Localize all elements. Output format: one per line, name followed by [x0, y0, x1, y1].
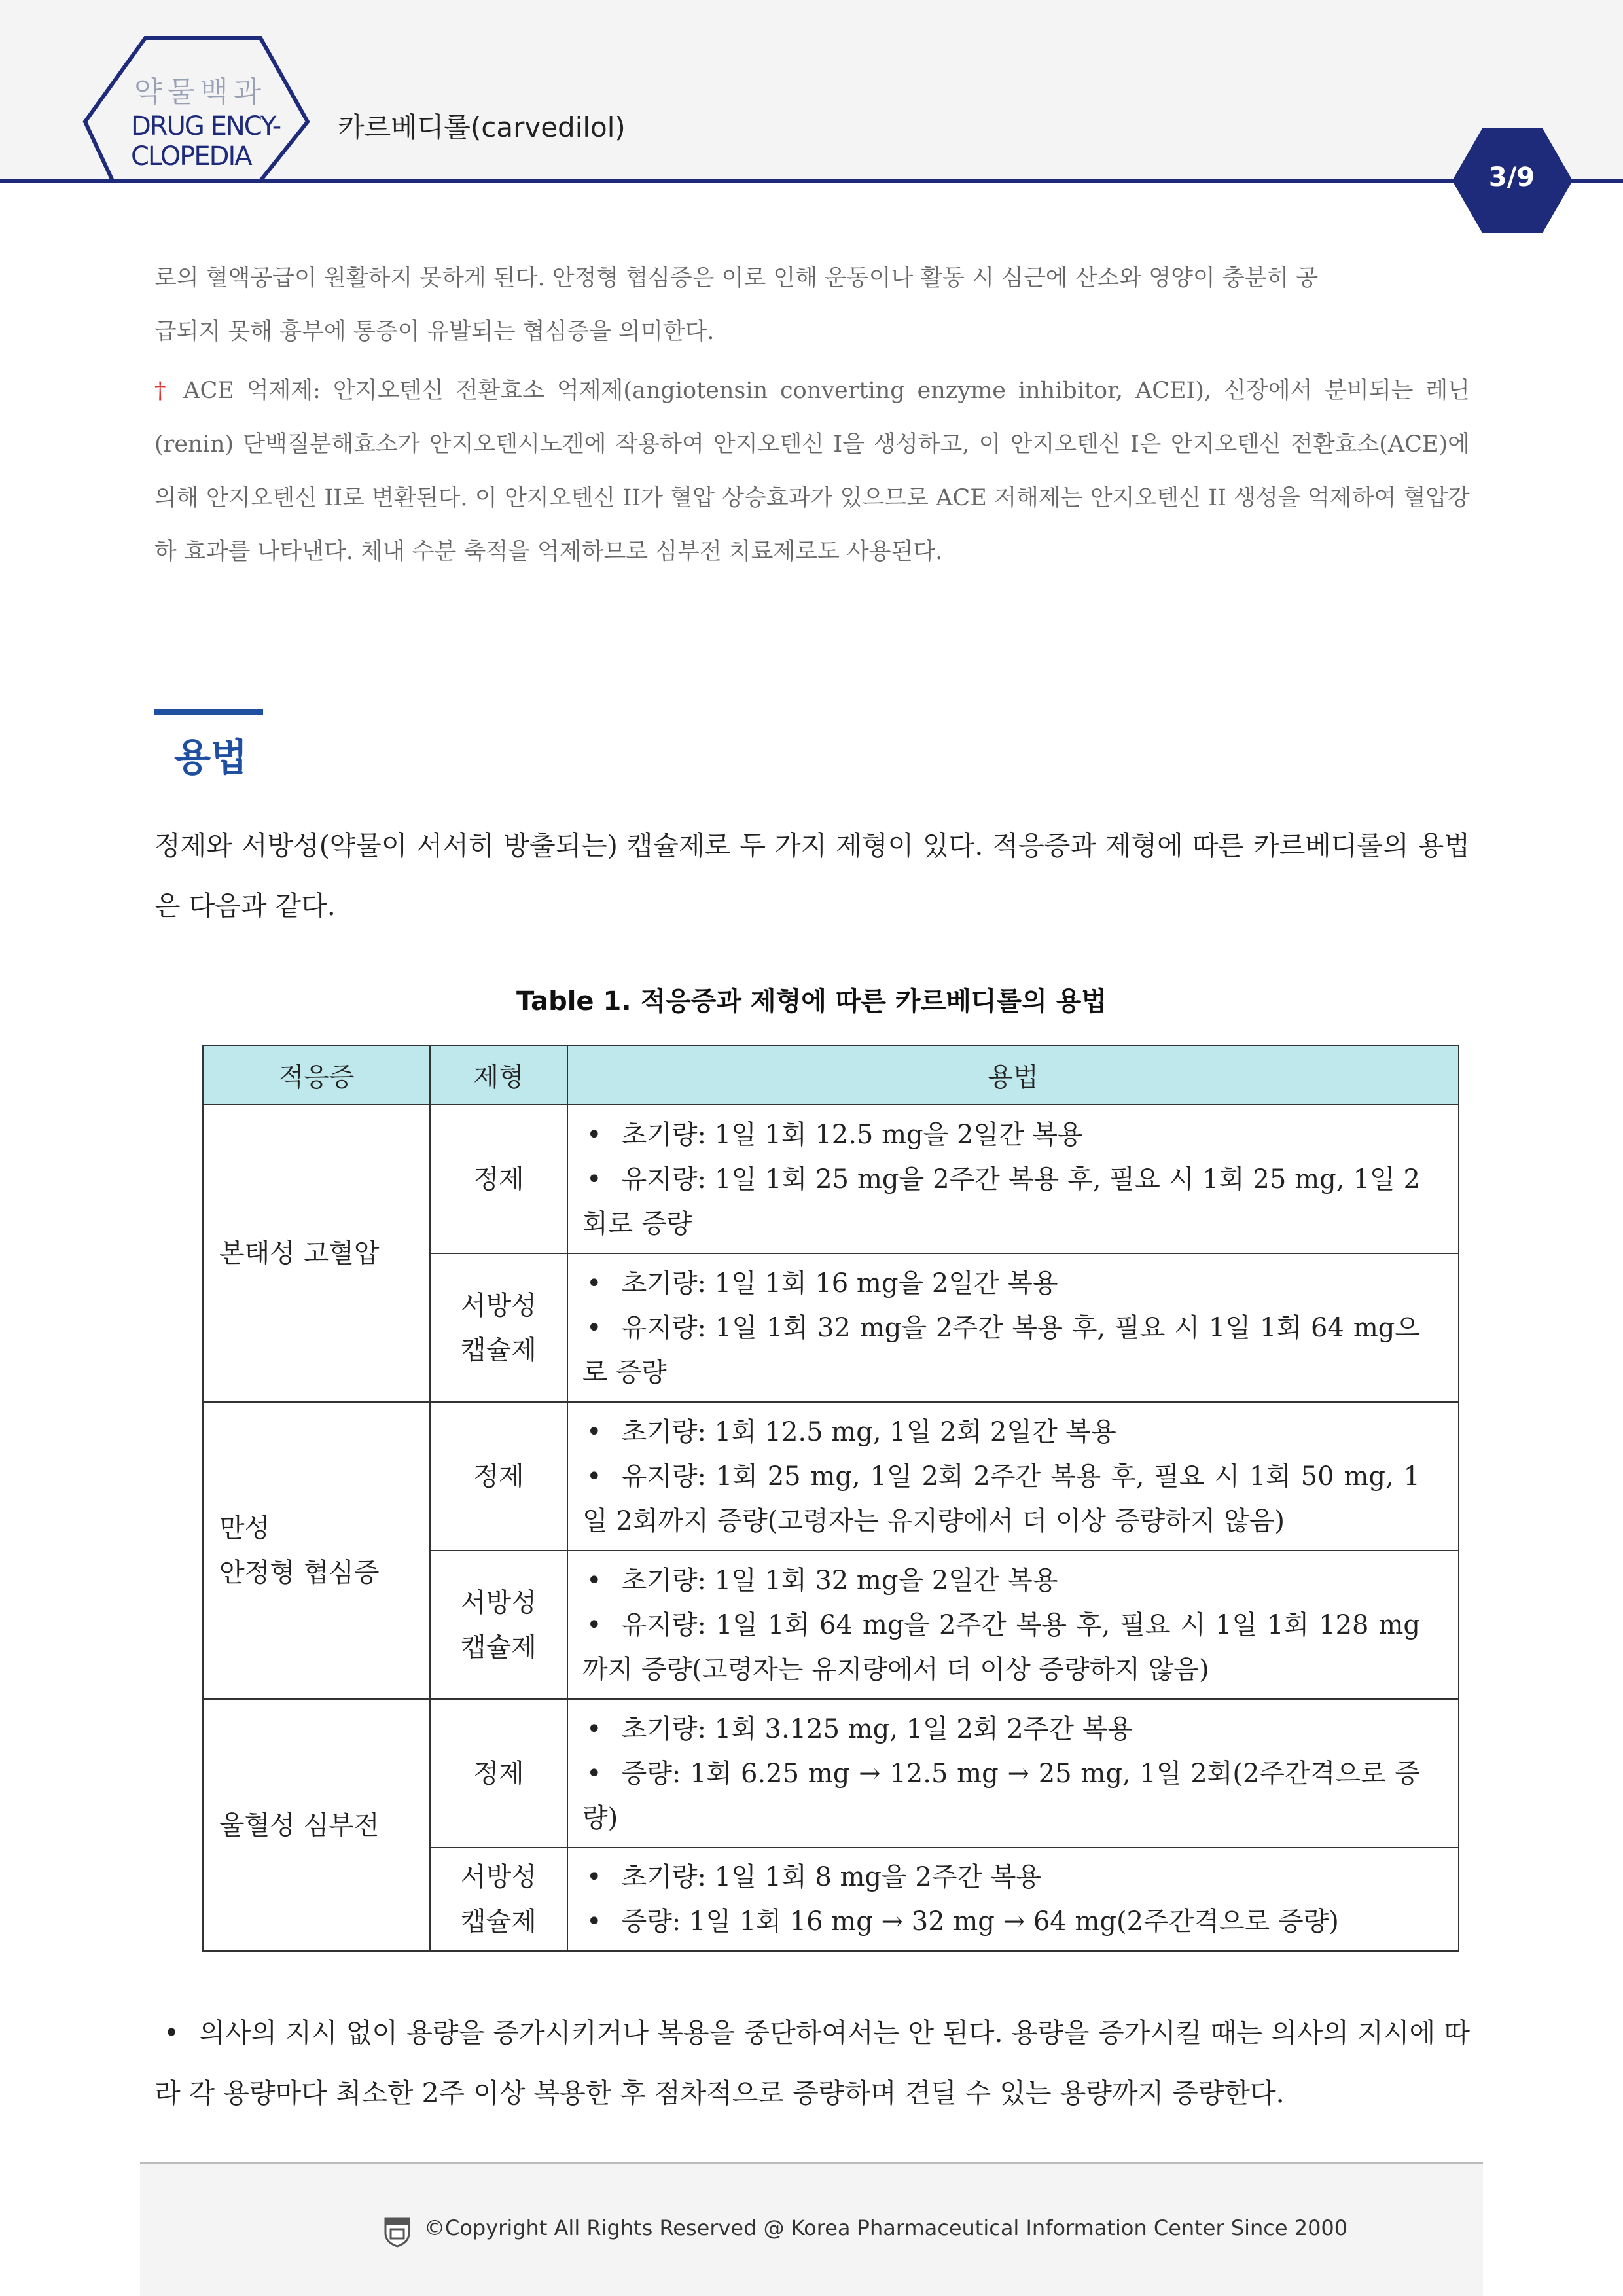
- dosage-cell: [567, 1551, 1459, 1699]
- dosage-text: 증량: 1회 6.25 mg → 12.5 mg → 25 mg, 1일 2회(2주간격으로 증량): [582, 1758, 1420, 1833]
- brand-korean: 약물백과: [134, 75, 267, 109]
- indication-text: 만성: [219, 1513, 270, 1543]
- footnote-line2: 급되지 못해 흉부에 통증이 유발되는 협심증을 의미한다.: [154, 319, 715, 345]
- indication-cell: [203, 1105, 430, 1402]
- dosage-item: [582, 1157, 1420, 1246]
- indication-text: 안정형 협심증: [219, 1558, 380, 1588]
- dosage-text: 초기량: 1회 3.125 mg, 1일 2회 2주간 복용: [621, 1713, 1133, 1744]
- table-row: [203, 1402, 1459, 1551]
- page-number: 3/9: [1488, 162, 1535, 192]
- form-text: 정제: [473, 1164, 524, 1194]
- form-cell: [430, 1402, 567, 1551]
- brand-english-line1: DRUG ENCY-: [131, 111, 281, 141]
- form-cell: [430, 1848, 567, 1951]
- document-title: 카르베디롤(carvedilol): [338, 111, 626, 143]
- dosage-note-text: 의사의 지시 없이 용량을 증가시키거나 복용을 중단하여서는 안 된다. 용량을 증가시킬 때는 의사의 지시에 따라 각 용량마다 최소한 2주 이상 복용한 후 점차적으로 증량하며 견딜 수 있는 용량까지 증량한다.: [154, 2017, 1470, 2109]
- bullet: •: [164, 2017, 180, 2049]
- section-title: 용법: [174, 735, 248, 780]
- copyright-text: ©Copyright All Rights Reserved @ Korea Pharmaceutical Information Center Since 2000: [424, 2215, 1348, 2240]
- header-dosage: 용법: [567, 1045, 1459, 1105]
- bullet: •: [586, 1609, 602, 1640]
- dosage-item: [582, 1261, 1420, 1306]
- table-header-row: [203, 1045, 1459, 1105]
- dosage-item: [582, 1899, 1420, 1944]
- dosage-text: 초기량: 1일 1회 8 mg을 2주간 복용: [621, 1862, 1042, 1892]
- form-text: 서방성: [461, 1587, 537, 1618]
- table-row: [203, 1699, 1459, 1848]
- kpic-shield-icon: [383, 2216, 412, 2248]
- dosage-cell: [567, 1253, 1459, 1402]
- table-caption: Table 1. 적응증과 제형에 따른 카르베디롤의 용법: [516, 986, 1107, 1016]
- indication-cell: [203, 1402, 430, 1699]
- bullet: •: [586, 1268, 602, 1299]
- dosage-text: 유지량: 1회 25 mg, 1일 2회 2주간 복용 후, 필요 시 1회 50 mg, 1일 2회까지 증량(고령자는 유지량에서 더 이상 증량하지 않음): [582, 1461, 1420, 1536]
- table-row: [203, 1105, 1459, 1253]
- bullet: •: [586, 1119, 602, 1150]
- form-text: 캡슐제: [461, 1335, 537, 1365]
- header-form: 제형: [430, 1045, 567, 1105]
- dosage-item: [582, 1113, 1420, 1157]
- footnote-paragraph: [154, 251, 1470, 359]
- form-text: 정제: [473, 1461, 524, 1492]
- indication-text: 본태성 고혈압: [219, 1238, 380, 1268]
- dosage-text: 초기량: 1일 1회 16 mg을 2일간 복용: [621, 1268, 1058, 1299]
- bullet: •: [586, 1461, 602, 1492]
- form-cell: [430, 1253, 567, 1402]
- form-text: 서방성: [461, 1290, 537, 1321]
- bullet: •: [586, 1907, 602, 1937]
- dosage-item: [582, 1454, 1420, 1543]
- indication-text: 울혈성 심부전: [219, 1810, 380, 1840]
- brand-english-line2: CLOPEDIA: [131, 141, 251, 171]
- bullet: •: [586, 1713, 602, 1744]
- form-cell: [430, 1551, 567, 1699]
- dosage-text: 증량: 1일 1회 16 mg → 32 mg → 64 mg(2주간격으로 증량): [621, 1907, 1339, 1937]
- dosage-item: [582, 1410, 1420, 1454]
- bullet: •: [586, 1758, 602, 1789]
- header-indication: 적응증: [203, 1045, 430, 1105]
- footnote-line1: 로의 혈액공급이 원활하지 못하게 된다. 안정형 협심증은 이로 인해 운동이나 활동 시 심근에 산소와 영양이 충분히 공: [154, 265, 1319, 291]
- indication-cell: [203, 1699, 430, 1951]
- dosage-item: [582, 1855, 1420, 1899]
- dosage-item: [582, 1558, 1420, 1603]
- section-accent-bar: [154, 709, 263, 715]
- dosage-item: [582, 1603, 1420, 1692]
- dosage-text: 유지량: 1일 1회 32 mg을 2주간 복용 후, 필요 시 1일 1회 64 mg으로 증량: [582, 1312, 1420, 1388]
- form-cell: [430, 1699, 567, 1848]
- dosage-text: 유지량: 1일 1회 64 mg을 2주간 복용 후, 필요 시 1일 1회 128 mg까지 증량(고령자는 유지량에서 더 이상 증량하지 않음): [582, 1609, 1420, 1685]
- dosage-cell: [567, 1699, 1459, 1848]
- form-cell: [430, 1105, 567, 1253]
- ace-footnote-text: ACE 억제제: 안지오텐신 전환효소 억제제(angiotensin converting enzyme inhibitor, ACEI), 신장에서 분비되는 레닌(renin) 단백질분해효소가 안지오텐시노겐에 작용하여 안지오텐신 I을 생성하고, 이 안지오텐신 I은 안지오텐신 전환효소(ACE)에 의해 안지오텐신 II로 변환된다. 이 안지오텐신 II가 혈압 상승효과가 있으므로 ACE 저해제는 안지오텐신 II 생성을 억제하여 혈압강하 효과를 나타낸다. 체내 수분 축적을 억제하므로 심부전 치료제로도 사용된다.: [154, 378, 1470, 565]
- dosage-cell: [567, 1105, 1459, 1253]
- bullet: •: [586, 1164, 602, 1194]
- dosage-text: 초기량: 1일 1회 32 mg을 2일간 복용: [621, 1565, 1058, 1596]
- dosage-text: 초기량: 1회 12.5 mg, 1일 2회 2일간 복용: [621, 1416, 1116, 1447]
- form-text: 캡슐제: [461, 1632, 537, 1662]
- dosage-cell: [567, 1402, 1459, 1551]
- dosage-text: 유지량: 1일 1회 25 mg을 2주간 복용 후, 필요 시 1회 25 mg, 1일 2회로 증량: [582, 1164, 1420, 1239]
- dosage-note: [154, 2003, 1470, 2123]
- dosage-item: [582, 1751, 1420, 1840]
- form-text: 서방성: [461, 1862, 537, 1892]
- bullet: •: [586, 1312, 602, 1343]
- dosage-cell: [567, 1848, 1459, 1951]
- bullet: •: [586, 1862, 602, 1892]
- ace-footnote: [154, 364, 1470, 579]
- dosage-item: [582, 1306, 1420, 1395]
- form-text: 정제: [473, 1758, 524, 1789]
- bullet: •: [586, 1416, 602, 1447]
- dosage-item: [582, 1707, 1420, 1751]
- dagger-mark: †: [154, 378, 171, 404]
- dosage-table: [202, 1045, 1459, 1952]
- form-text: 캡슐제: [461, 1907, 537, 1937]
- dosage-text: 초기량: 1일 1회 12.5 mg을 2일간 복용: [621, 1119, 1083, 1150]
- section-intro: 정제와 서방성(약물이 서서히 방출되는) 캡슐제로 두 가지 제형이 있다. 적응증과 제형에 따른 카르베디롤의 용법은 다음과 같다.: [154, 830, 1470, 922]
- bullet: •: [586, 1565, 602, 1596]
